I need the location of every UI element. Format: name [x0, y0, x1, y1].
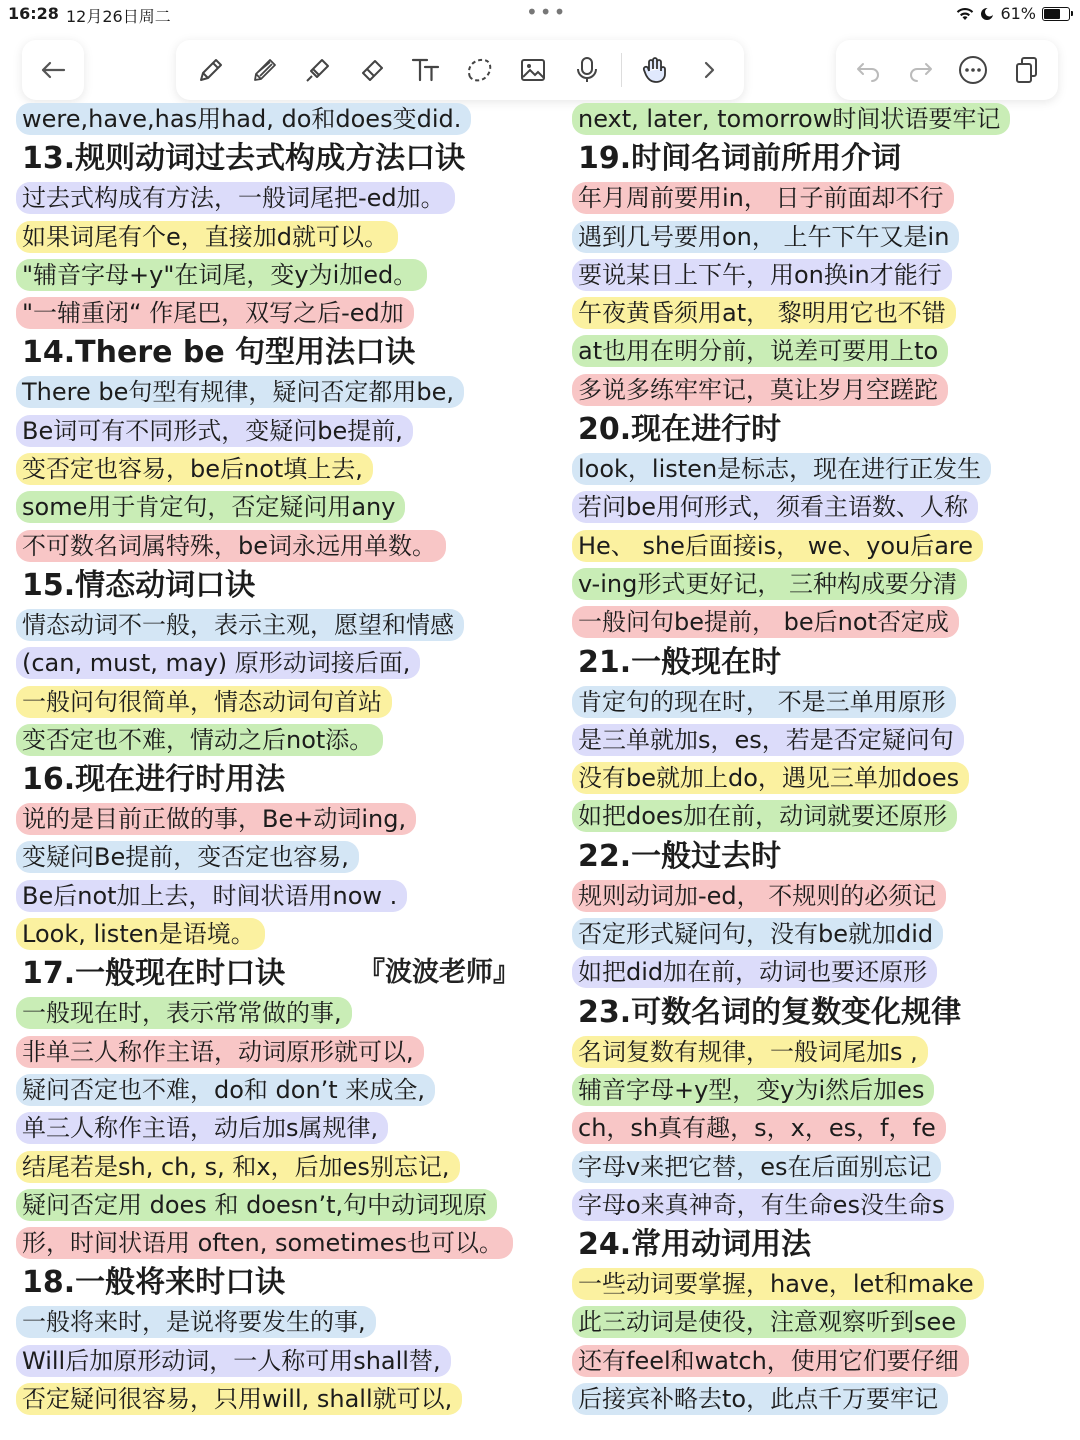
- heading-text: 19.时间名词前所用介词: [578, 141, 902, 177]
- note-line-text: 如果词尾有个e，直接加d就可以。: [16, 221, 398, 253]
- toolbar-separator: [621, 53, 622, 87]
- microphone-icon[interactable]: [567, 50, 607, 90]
- note-line-text: 情态动词不一般，表示主观，愿望和情感: [16, 609, 464, 641]
- note-column-right: [572, 100, 1072, 1418]
- note-line: [572, 759, 1072, 797]
- section-heading: [16, 1262, 536, 1303]
- note-line-text: 年月周前要用in， 日子前面却不行: [572, 182, 954, 214]
- note-line-text: 不可数名词属特殊，be词永远用单数。: [16, 530, 446, 562]
- note-line: [572, 488, 1072, 526]
- note-line-text: look，listen是标志，现在进行正发生: [572, 453, 991, 485]
- note-line-text: 疑问否定用 does 和 doesn’t,句中动词现原: [16, 1189, 497, 1221]
- note-line-text: 变否定也不难，情动之后not添。: [16, 724, 383, 756]
- note-line-text: 此三动词是使役，注意观察听到see: [572, 1306, 966, 1338]
- note-line: [572, 1148, 1072, 1186]
- heading-text: 15.情态动词口诀: [22, 567, 256, 603]
- note-line-text: 单三人称作主语，动后加s属规律,: [16, 1112, 388, 1144]
- note-line-text: 一般现在时，表示常常做的事,: [16, 997, 352, 1029]
- section-heading: [572, 992, 1072, 1033]
- note-line: [572, 1380, 1072, 1418]
- note-line: [572, 603, 1072, 641]
- chevron-right-icon[interactable]: [689, 50, 729, 90]
- note-line-text: 没有be就加上do，遇见三单加does: [572, 762, 969, 794]
- note-line: [16, 994, 536, 1032]
- focus-moon-icon: [980, 7, 994, 21]
- note-line: [572, 797, 1072, 835]
- undo-icon[interactable]: [848, 50, 888, 90]
- note-line-text: 变否定也容易，be后not填上去,: [16, 453, 373, 485]
- wifi-icon: [956, 7, 974, 21]
- note-line: [16, 606, 536, 644]
- note-line-text: He、 she后面接is， we、you后are: [572, 530, 983, 562]
- note-line: [16, 100, 536, 138]
- note-line: [16, 373, 536, 411]
- status-bar: [0, 0, 1080, 28]
- note-line: [572, 565, 1072, 603]
- note-line: [16, 1148, 536, 1186]
- note-line: [16, 412, 536, 450]
- note-line: [16, 488, 536, 526]
- note-line: [572, 1109, 1072, 1147]
- note-line-text: 一般问句很简单，情态动词句首站: [16, 686, 392, 718]
- note-line-text: There be句型有规律，疑问否定都用be,: [16, 376, 464, 408]
- note-line-text: 否定形式疑问句，没有be就加did: [572, 918, 943, 950]
- note-line: [572, 1265, 1072, 1303]
- note-line-text: "一辅重闭“ 作尾巴，双写之后-ed加: [16, 297, 414, 329]
- note-line: [16, 838, 536, 876]
- highlighter-icon[interactable]: [298, 50, 338, 90]
- note-line: [572, 527, 1072, 565]
- note-line: [572, 256, 1072, 294]
- note-line: [572, 915, 1072, 953]
- note-line: [16, 1342, 536, 1380]
- battery-level: [1044, 9, 1060, 19]
- note-line: [16, 800, 536, 838]
- multitasking-dots-icon[interactable]: •••: [526, 0, 568, 24]
- text-icon[interactable]: [406, 50, 446, 90]
- note-line-text: 一些动词要掌握，have，let和make: [572, 1268, 984, 1300]
- redo-icon[interactable]: [901, 50, 941, 90]
- note-line-text: 后接宾补略去to，此点千万要牢记: [572, 1383, 948, 1415]
- note-line-text: 过去式构成有方法，一般词尾把-ed加。: [16, 182, 455, 214]
- note-line-text: 午夜黄昏须用at， 黎明用它也不错: [572, 297, 956, 329]
- note-line: [572, 100, 1072, 138]
- heading-text: 14.There be 句型用法口诀: [22, 335, 416, 371]
- note-line: [16, 179, 536, 217]
- section-heading: [16, 565, 536, 606]
- note-line: [572, 218, 1072, 256]
- status-right: [956, 4, 1070, 23]
- note-line: [16, 1380, 536, 1418]
- heading-text: 23.可数名词的复数变化规律: [578, 994, 962, 1030]
- heading-text: 17.一般现在时口诀: [22, 956, 286, 992]
- note-line: [572, 721, 1072, 759]
- pages-icon[interactable]: [1006, 50, 1046, 90]
- note-line: [16, 1303, 536, 1341]
- note-line: [572, 953, 1072, 991]
- status-date: 12月26日周二: [66, 7, 171, 26]
- note-line-text: 字母o来真神奇，有生命es没生命s: [572, 1189, 954, 1221]
- note-line: [572, 683, 1072, 721]
- note-line: [572, 179, 1072, 217]
- more-icon[interactable]: [953, 50, 993, 90]
- heading-text: 24.常用动词用法: [578, 1227, 812, 1263]
- note-line: [16, 294, 536, 332]
- note-line-text: 如把does加在前，动词就要还原形: [572, 800, 957, 832]
- heading-text: 20.现在进行时: [578, 412, 782, 448]
- note-line: [16, 1224, 536, 1262]
- note-line: [16, 450, 536, 488]
- note-line-text: 多说多练牢牢记，莫让岁月空蹉跎: [572, 374, 948, 406]
- image-icon[interactable]: [513, 50, 553, 90]
- note-line-text: 一般问句be提前， be后not否定成: [572, 606, 959, 638]
- note-line: [572, 1071, 1072, 1109]
- battery-percent: 61%: [1000, 4, 1036, 23]
- section-heading: [16, 332, 536, 373]
- note-line-text: 肯定句的现在时， 不是三单用原形: [572, 686, 956, 718]
- note-line-text: 要说某日上下午，用on换in才能行: [572, 259, 952, 291]
- heading-text: 16.现在进行时用法: [22, 762, 286, 798]
- note-line: [16, 683, 536, 721]
- note-line-text: Be词可有不同形式，变疑问be提前,: [16, 415, 413, 447]
- back-arrow-icon[interactable]: [33, 50, 73, 90]
- back-pill: [22, 40, 84, 100]
- note-line-text: 非单三人称作主语，动词原形就可以,: [16, 1036, 424, 1068]
- note-line-text: Be后not加上去，时间状语用now .: [16, 880, 407, 912]
- note-line-text: at也用在明分前，说差可要用上to: [572, 335, 948, 367]
- note-line-text: Will后加原形动词，一人称可用shall替,: [16, 1345, 451, 1377]
- note-line: [572, 450, 1072, 488]
- note-line-text: 辅音字母+y型，变y为i然后加es: [572, 1074, 934, 1106]
- note-line-text: some用于肯定句，否定疑问用any: [16, 491, 405, 523]
- section-heading: [572, 1224, 1072, 1265]
- note-line-text: 名词复数有规律，一般词尾加s ,: [572, 1036, 928, 1068]
- note-line-text: next, later, tomorrow时间状语要牢记: [572, 103, 1010, 135]
- note-line-text: 还有feel和watch，使用它们要仔细: [572, 1345, 969, 1377]
- note-line-text: 若问be用何形式，须看主语数、人称: [572, 491, 978, 523]
- section-heading: [16, 759, 536, 800]
- note-line: [16, 644, 536, 682]
- watermark-signature: 『波波老师』: [358, 957, 520, 988]
- note-line: [16, 721, 536, 759]
- note-line: [16, 1186, 536, 1224]
- note-line: [16, 1109, 536, 1147]
- note-line: [16, 877, 536, 915]
- heading-text: 18.一般将来时口诀: [22, 1265, 286, 1301]
- note-line: [572, 332, 1072, 370]
- hand-icon[interactable]: [635, 50, 675, 90]
- note-line-text: v-ing形式更好记， 三种构成要分清: [572, 568, 967, 600]
- note-line-text: "辅音字母+y"在词尾，变y为i加ed。: [16, 259, 427, 291]
- tool-palette: [176, 40, 744, 100]
- heading-text: 22.一般过去时: [578, 838, 782, 874]
- note-line: [16, 1071, 536, 1109]
- lasso-icon[interactable]: [459, 50, 499, 90]
- section-heading: [572, 138, 1072, 179]
- note-line-text: Look, listen是语境。: [16, 918, 265, 950]
- eraser-icon[interactable]: [352, 50, 392, 90]
- note-line: [16, 256, 536, 294]
- note-line-text: 字母v来把它替，es在后面别忘记: [572, 1151, 941, 1183]
- note-line: [572, 1033, 1072, 1071]
- status-time: 16:28: [8, 4, 59, 23]
- note-line: [572, 371, 1072, 409]
- note-line: [572, 1303, 1072, 1341]
- note-line: [572, 1186, 1072, 1224]
- note-line-text: 结尾若是sh, ch, s, 和x，后加es别忘记,: [16, 1151, 460, 1183]
- section-heading: [572, 409, 1072, 450]
- note-line-text: 疑问否定也不难，do和 don’t 来成全,: [16, 1074, 435, 1106]
- note-line-text: 一般将来时，是说将要发生的事,: [16, 1306, 376, 1338]
- note-line-text: 说的是目前正做的事，Be+动词ing,: [16, 803, 416, 835]
- note-line-text: were,have,has用had, do和does变did.: [16, 103, 471, 135]
- battery-icon: [1042, 7, 1070, 21]
- note-line-text: 遇到几号要用on， 上午下午又是in: [572, 221, 959, 253]
- note-column-left: [16, 100, 536, 1418]
- pen-icon[interactable]: [191, 50, 231, 90]
- note-line-text: 如把did加在前，动词也要还原形: [572, 956, 937, 988]
- note-line-text: (can, must, may) 原形动词接后面,: [16, 647, 420, 679]
- note-line-text: 变疑问Be提前，变否定也容易,: [16, 841, 359, 873]
- section-heading: [572, 836, 1072, 877]
- note-line-text: 否定疑问很容易，只用will, shall就可以,: [16, 1383, 462, 1415]
- note-line-text: 是三单就加s，es，若是否定疑问句: [572, 724, 964, 756]
- note-line-text: 形，时间状语用 often, sometimes也可以。: [16, 1227, 513, 1259]
- section-heading: [16, 138, 536, 179]
- note-line: [572, 294, 1072, 332]
- note-line: [572, 1342, 1072, 1380]
- note-line: [16, 915, 536, 953]
- section-heading: [572, 642, 1072, 683]
- note-line-text: ch，sh真有趣，s，x，es，f，fe: [572, 1112, 946, 1144]
- note-line: [16, 1033, 536, 1071]
- note-line: [572, 877, 1072, 915]
- note-line: [16, 527, 536, 565]
- pencil-icon[interactable]: [245, 50, 285, 90]
- action-pill: [836, 40, 1058, 100]
- heading-text: 13.规则动词过去式构成方法口诀: [22, 141, 466, 177]
- note-line: [16, 218, 536, 256]
- note-line-text: 规则动词加-ed， 不规则的必须记: [572, 880, 946, 912]
- heading-text: 21.一般现在时: [578, 644, 782, 680]
